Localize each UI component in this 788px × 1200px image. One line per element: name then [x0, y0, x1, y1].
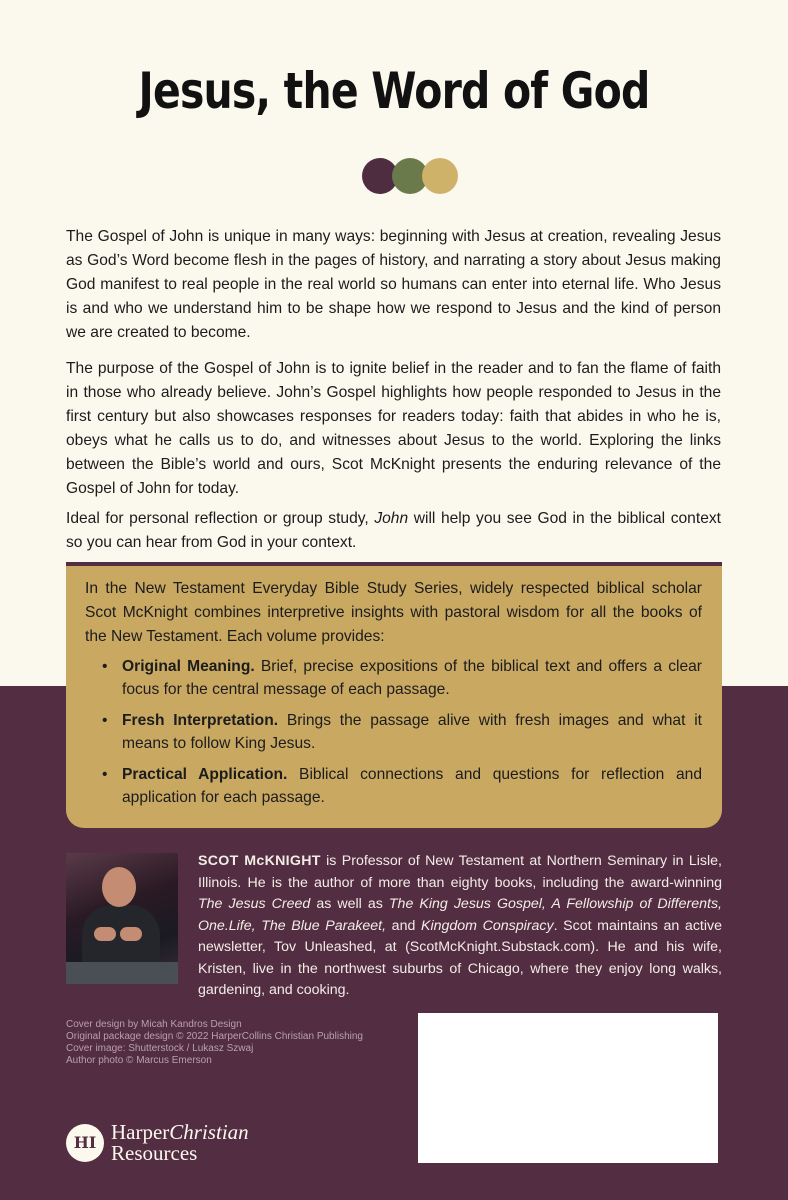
feature-text: Biblical connections and questions for reflection and application for each passage.: [122, 766, 702, 806]
bio-text: and: [386, 917, 421, 934]
bio-book-title: The Jesus Creed: [198, 896, 311, 912]
photo-hand: [94, 927, 116, 941]
description-paragraph-1: The Gospel of John is unique in many ways: beginning with Jesus at creation, revealing Jesus as God’s Word become flesh in the pages of history, and narrating a story about Jesus making God manifest to real people in the real world so humans can enter into eternal life. Who Jesus is and who we understand him to be shape how we respond to Jesus and the kind of person we are created to become.: [66, 228, 721, 341]
bullet-icon: •: [102, 658, 108, 675]
barcode-area: [418, 1013, 718, 1163]
bio-text: is Professor of New Testament at Northern Seminary in Lisle, Illinois. He is the author of more than eighty books, including the award-winning: [198, 853, 722, 891]
author-photo: [66, 853, 178, 984]
feature-text: Brings the passage alive with fresh images and what it means to follow King Jesus.: [122, 712, 702, 752]
bio-text: as well as: [310, 896, 389, 912]
bio-text: . Scot maintains an active newsletter, Tov Unleashed, at (ScotMcKnight.Substack.com). He and his wife, Kristen, live in the northwest suburbs of Chicago, where they enjoy long walks, gardening, and cooking.: [198, 917, 722, 998]
photo-podium: [66, 962, 178, 984]
p3-text-end: will help you see God in the biblical context so you can hear from God in your context.: [66, 510, 721, 551]
credit-line: Cover image: Shutterstock / Lukasz Szwaj: [66, 1043, 254, 1054]
feature-heading: Fresh Interpretation.: [122, 712, 279, 729]
list-item: [85, 655, 702, 701]
series-feature-list: [85, 655, 702, 809]
photo-head: [102, 867, 136, 907]
bio-book-title: Kingdom Conspiracy: [420, 917, 554, 934]
bio-book-titles: The King Jesus Gospel, A Fellowship of Differents, One.Life, The Blue Parakeet,: [198, 896, 722, 934]
series-box: [66, 566, 722, 828]
description-paragraph-3: [66, 507, 721, 555]
feature-heading: Practical Application.: [122, 766, 288, 783]
list-item: [85, 709, 702, 755]
description-paragraph-2: The purpose of the Gospel of John is to ignite belief in the reader and to fan the flame of faith in those who already believe. John’s Gospel highlights how people responded to Jesus in the first century but also showcases responses for readers today: faith that abides in who he is, obeys what he calls us to do, and witnesses about Jesus to the world. Exploring the links between the Bible’s world and ours, Scot McKnight presents the enduring relevance of the Gospel of John for today.: [66, 360, 721, 497]
decorative-dots: [362, 158, 462, 196]
p3-text-start: Ideal for personal reflection or group study,: [66, 510, 375, 527]
bullet-icon: •: [102, 712, 108, 729]
publisher-name-part: Harper: [111, 1120, 170, 1144]
feature-text: Brief, precise expositions of the biblical text and offers a clear focus for the central message of each passage.: [122, 658, 702, 698]
author-bio: [198, 851, 722, 1002]
publisher-name-part: Resources: [111, 1141, 198, 1165]
bullet-icon: •: [102, 766, 108, 783]
credit-line: Author photo © Marcus Emerson: [66, 1055, 212, 1066]
feature-heading: Original Meaning.: [122, 658, 255, 675]
author-name: SCOT McKNIGHT: [198, 853, 321, 869]
gold-dot-icon: [422, 158, 458, 194]
publisher-mark-icon: HI: [66, 1124, 104, 1162]
credit-line: Cover design by Micah Kandros Design: [66, 1019, 242, 1030]
publisher-name: [111, 1122, 249, 1164]
list-item: [85, 763, 702, 809]
photo-hand: [120, 927, 142, 941]
p3-book-name: John: [374, 510, 409, 527]
book-title: Jesus, the Word of God: [138, 62, 650, 120]
publisher-name-part: Christian: [169, 1120, 249, 1144]
cover-credits: [66, 1019, 363, 1067]
credit-line: Original package design © 2022 HarperCollins Christian Publishing: [66, 1031, 363, 1042]
series-intro: In the New Testament Everyday Bible Study Series, widely respected biblical scholar Scot McKnight combines interpretive insights with pastoral wisdom for all the books of the New Testament. Each volume provides:: [85, 580, 702, 645]
